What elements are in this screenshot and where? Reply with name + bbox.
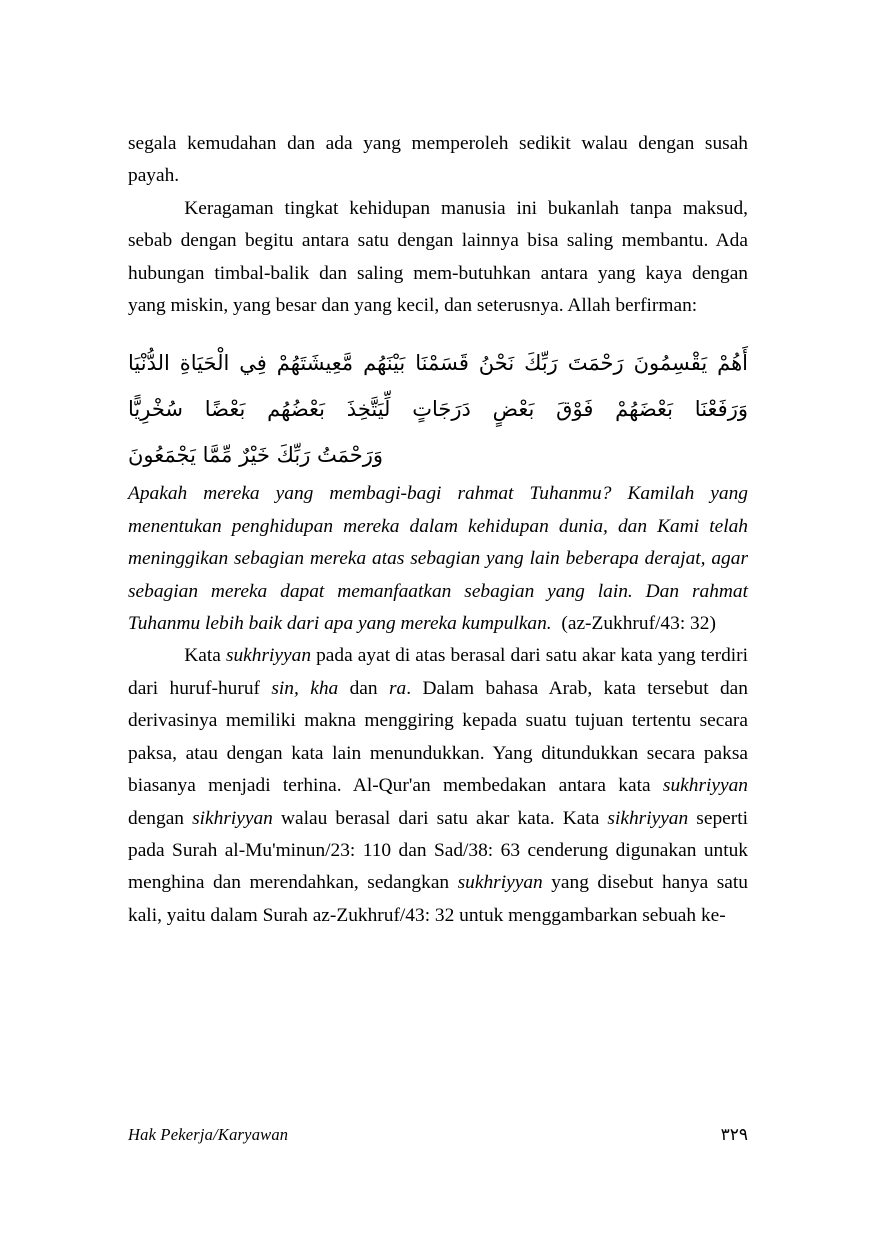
quran-line-1: أَهُمْ يَقْسِمُونَ رَحْمَتَ رَبِّكَ نَحْنُ قَسَمْنَا بَيْنَهُم مَّعِيشَتَهُمْ فِي الْحَيَاةِ الدُّنْيَا [128, 351, 748, 376]
text-run: dengan [128, 807, 193, 829]
term-italic: sin, kha [271, 677, 339, 699]
quran-verse-block [128, 340, 748, 478]
text-column [128, 128, 748, 932]
verse-reference: (az-Zukhruf/43: 32) [561, 613, 716, 635]
quran-line-2: وَرَفَعْنَا بَعْضَهُمْ فَوْقَ بَعْضٍ دَرَجَاتٍ لِّيَتَّخِذَ بَعْضُهُم بَعْضًا سُخْرِيًّا [128, 397, 748, 422]
verse-translation [128, 478, 748, 640]
text-run: dan [338, 677, 389, 699]
paragraph-continued: segala kemudahan dan ada yang memperoleh sedikit walau dengan susah payah. [128, 133, 748, 187]
text-run: Kata [184, 645, 226, 667]
term-italic: sikhriyyan [192, 807, 273, 829]
text-run: pada ayat di atas berasal dari satu akar kata yang terdiri dari huruf-huruf [128, 645, 748, 699]
verse-translation-text: Apakah mereka yang membagi-bagi rahmat Tuhanmu? Kamilah yang menentukan penghidupan mereka dalam kehidupan dunia, dan Kami telah meninggikan sebagian mereka atas sebagian yang lain beberapa derajat, agar sebagian mereka dapat memanfaatkan sebagian yang lain. Dan rahmat Tuhanmu lebih baik dari apa yang mereka kumpulkan. [128, 483, 748, 635]
running-head: Hak Pekerja/Karyawan [128, 1125, 289, 1144]
term-italic: sukhriyyan [225, 645, 312, 667]
term-italic: sukhriyyan [457, 872, 543, 894]
page-footer [128, 1125, 748, 1145]
term-italic: sikhriyyan [607, 807, 689, 829]
text-run: yang disebut hanya satu kali, yaitu dalam Surah az-Zukhruf/43: 32 untuk menggambarkan sebuah ke- [128, 872, 748, 926]
text-run: . Dalam bahasa Arab, kata tersebut dan derivasinya memiliki makna menggiring kepada suatu tujuan tertentu secara paksa, atau dengan kata lain menundukkan. Yang ditundukkan secara paksa biasanya menjadi terhina. Al-Qur'an membedakan antara kata [128, 677, 748, 797]
quran-line-3: وَرَحْمَتُ رَبِّكَ خَيْرٌ مِّمَّا يَجْمَعُونَ [128, 443, 384, 468]
text-run: walau berasal dari satu akar kata. Kata [272, 807, 608, 829]
page-number: ٣٢٩ [720, 1125, 748, 1145]
paragraph-explanation [128, 640, 748, 932]
term-italic: sukhriyyan [662, 775, 748, 797]
paragraph-keragaman: Keragaman tingkat kehidupan manusia ini bukanlah tanpa maksud, sebab dengan begitu antara satu dengan lainnya bisa saling membantu. Ada hubungan timbal-balik dan saling mem-butuhkan antara yang kaya dengan yang miskin, yang besar dan yang kecil, dan seterusnya. Allah berfirman: [128, 197, 748, 317]
term-italic: ra [388, 677, 407, 699]
page-content [128, 0, 748, 1240]
text-run: seperti pada Surah al-Mu'minun/23: 110 dan Sad/38: 63 cenderung digunakan untuk menghina dan merendahkan, sedangkan [128, 807, 748, 894]
